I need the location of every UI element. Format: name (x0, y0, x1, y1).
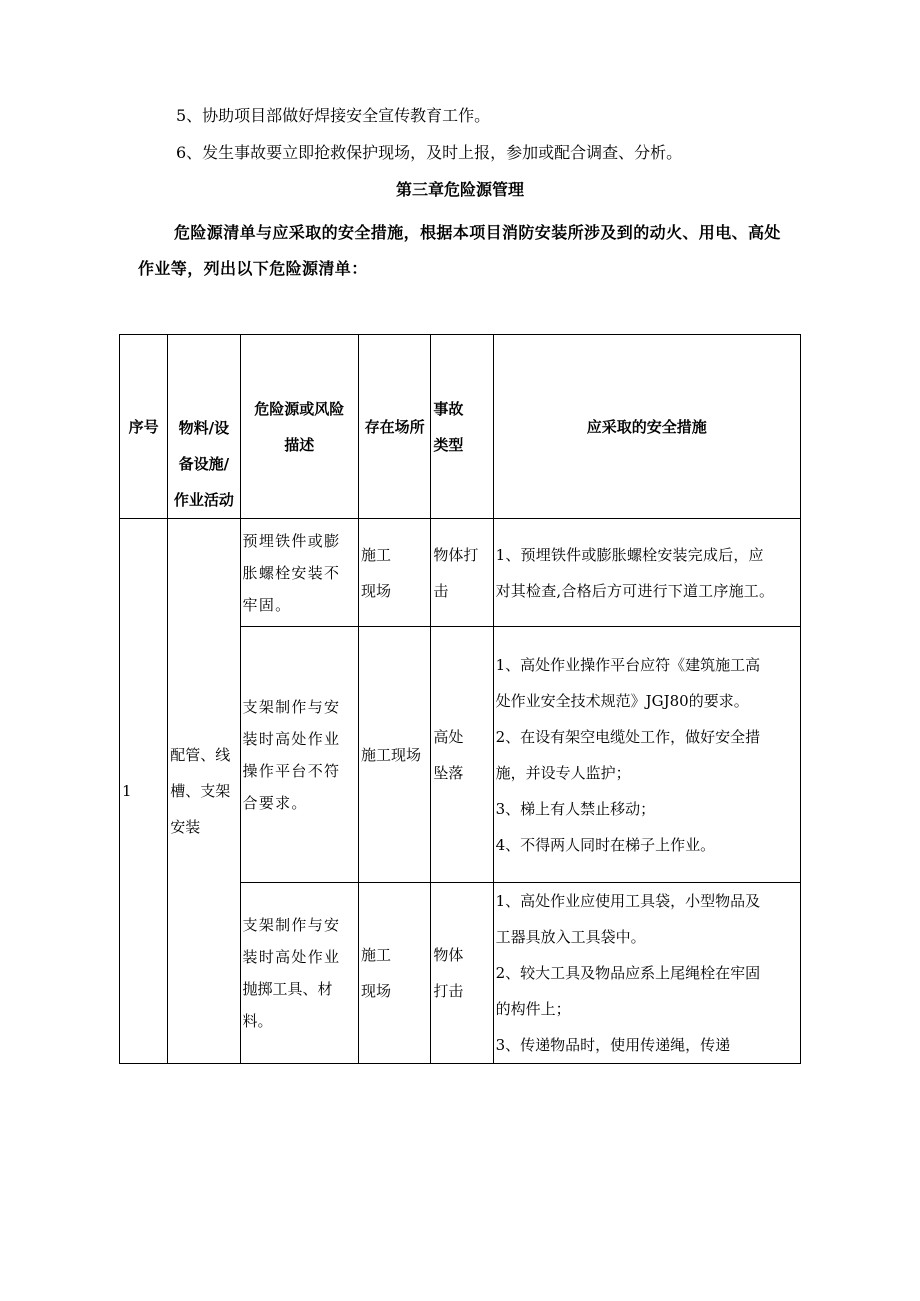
cell-hazard: 预埋铁件或膨 胀螺栓安装不 牢固。 (240, 519, 359, 627)
cell-location: 施工 现场 (359, 519, 431, 627)
cell-accident-type: 物体打 击 (431, 519, 493, 627)
cell-measures: 1、高处作业操作平台应符《建筑施工高 处作业安全技术规范》JGJ80的要求。 2、在设有架空电缆处工作，做好安全措 施，并设专人监护； 3、梯上有人禁止移动； 4、不得两人同时在梯子上作业。 (493, 627, 800, 883)
header-hazard: 危险源或风险 描述 (240, 335, 359, 519)
header-measures: 应采取的安全措施 (493, 335, 800, 519)
header-no: 序号 (120, 335, 168, 519)
cell-hazard: 支架制作与安 装时高处作业 抛掷工具、材料。 (240, 883, 359, 1064)
cell-location: 施工现场 (359, 627, 431, 883)
cell-accident-type: 物体 打击 (431, 883, 493, 1064)
paragraph-item-5: 5、协助项目部做好焊接安全宣传教育工作。 (176, 106, 491, 125)
intro-paragraph: 危险源清单与应采取的安全措施，根据本项目消防安装所涉及到的动火、用电、高处作业等，列出以下危险源清单： (138, 223, 781, 278)
header-location: 存在场所 (359, 335, 431, 519)
table-row (120, 519, 801, 627)
header-type: 事故 类型 (431, 335, 493, 519)
cell-group-no: 1 (120, 519, 168, 1064)
cell-location: 施工 现场 (359, 883, 431, 1064)
cell-hazard: 支架制作与安 装时高处作业 操作平台不符 合要求。 (240, 627, 359, 883)
cell-accident-type: 高处 坠落 (431, 627, 493, 883)
header-material: 物料/设 备设施/ 作业活动 (168, 335, 240, 519)
hazard-table (119, 334, 801, 1064)
cell-group-material: 配管、线 槽、支架 安装 (168, 519, 240, 1064)
cell-measures: 1、预埋铁件或膨胀螺栓安装完成后，应 对其检查,合格后方可进行下道工序施工。 (493, 519, 800, 627)
table-header-row (120, 335, 801, 519)
cell-measures: 1、高处作业应使用工具袋，小型物品及 工器具放入工具袋中。 2、较大工具及物品应系上尾绳栓在牢固 的构件上； 3、传递物品时，使用传递绳，传递 (493, 883, 800, 1064)
paragraph-item-6: 6、发生事故要立即抢救保护现场，及时上报，参加或配合调查、分析。 (176, 143, 683, 162)
chapter-heading: 第三章危险源管理 (395, 180, 524, 199)
